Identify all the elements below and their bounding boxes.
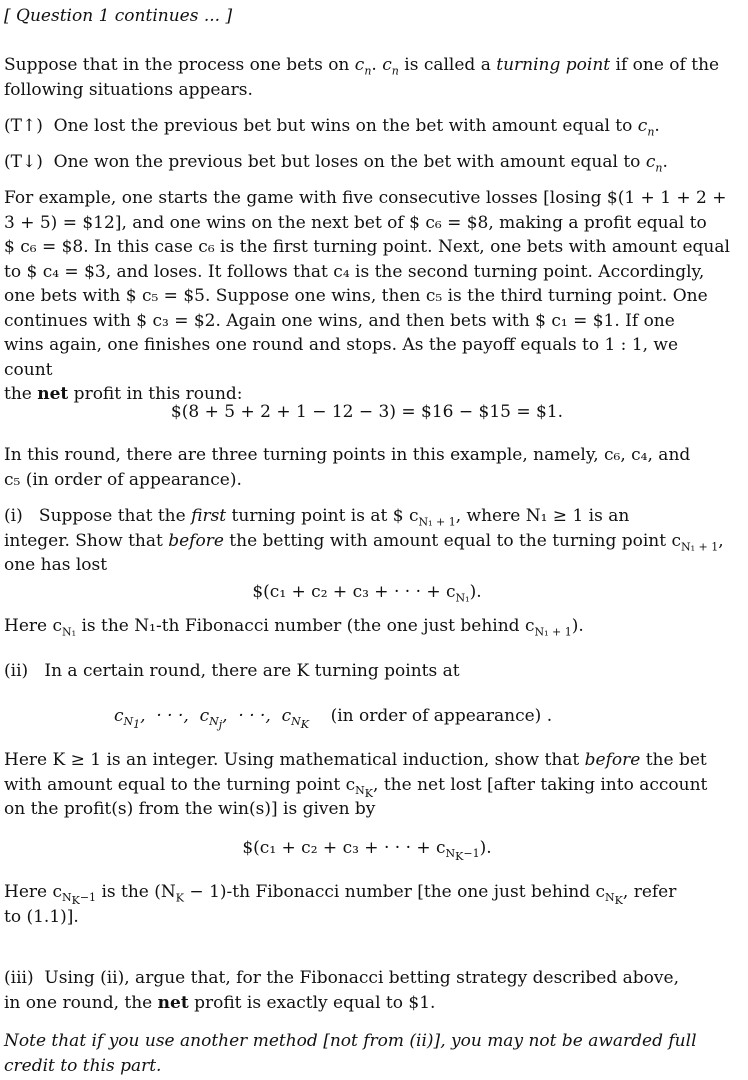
- example-paragraph: For example, one starts the game with five consecutive losses [losing $(1 + 1 + 2 + 3 + 5) = $12], and one wins on the next bet of $ c₆ = $8, making a profit equal to $ c₆ = $8. In this case c₆ is the first turning point. Next, one bets with amount equal to $ c₄ = $3, and loses. It follows that c₄ is the second turning point. Accordingly, one bets with $ c₅ = $5. Suppose one wins, then c₅ is the third turning point. One continues with $ c₃ = $2. Again one wins, and then bets with $ c₁ = $1. If one wins again, one finishes one round and stops. As the payoff equals to 1 : 1, we count the net profit in this round:: [4, 188, 730, 404]
- round-paragraph: In this round, there are three turning points in this example, namely, c₆, c₄, and c₅ (in order of appearance).: [4, 445, 691, 490]
- condition-label: (T↑): [4, 116, 43, 136]
- equation-part-i: $(c₁ + c₂ + c₃ + · · · + $c_{N_1}$).: [252, 581, 482, 604]
- equation-part-ii: $(c₁ + c₂ + c₃ + · · · + $c_{N_K-1}$).: [242, 837, 492, 864]
- page-header: [ Question 1 continues ... ]: [4, 6, 233, 26]
- turning-points-list: $c_{N_1}$, · · ·, $c_{N_j}$, · · ·, $c_{N_K}$ (in order of appearance) .: [114, 705, 553, 732]
- part-label: (iii): [4, 968, 34, 988]
- intro-paragraph: Suppose that in the process one bets on $c_n$. $c_n$ is called a turning point if one of the following situations appears.: [4, 55, 720, 100]
- condition-t-down: (T↓) One won the previous bet but loses on the bet with amount equal to $c_n$.: [4, 152, 668, 175]
- part-label: (ii): [4, 661, 29, 681]
- condition-t-up: (T↑) One lost the previous bet but wins on the bet with amount equal to $c_n$.: [4, 116, 660, 139]
- part-ii: (ii) In a certain round, there are K turning points at $c_{N_1}$, · · ·, $c_{N_j}$, · · ·, $c_{N_K}$ (in order of appearance) . Here K ≥ 1 is an integer. Using mathematical induction, show that before the bet with amount equal to the turning point $c_{N_K}$, the net lost [after taking into account on the profit(s) from the win(s)] is given by $(c₁ + c₂ + c₃ + · · · + $c_{N_K-1}$). Here $c_{N_K-1}$ is the $(N_K - 1)-th$ Fibonacci number [the one just behind $c_{N_K}$, refer to (1.1)].: [4, 659, 730, 929]
- note-paragraph: Note that if you use another method [not from (ii)], you may not be awarded full credit to this part.: [4, 1031, 697, 1076]
- part-label: (i): [4, 506, 23, 526]
- part-iii: (iii) Using (ii), argue that, for the Fibonacci betting strategy described above, in one round, the net profit is exactly equal to $1.: [4, 968, 679, 1013]
- condition-label: (T↓): [4, 152, 43, 172]
- part-i: (i) Suppose that the first turning point is at $ $c_{N_1 + 1}$, where N₁ ≥ 1 is an integer. Show that before the betting with amount equal to the turning point $c_{N_1 + 1}$, one has lost $(c₁ + c₂ + c₃ + · · · + $c_{N_1}$). Here $c_{N_1}$ is the N₁-th Fibonacci number (the one just behind $c_{N_1 + 1}$).: [4, 504, 730, 639]
- equation-net-profit: $(8 + 5 + 2 + 1 − 12 − 3) = $16 − $15 = $1.: [170, 402, 564, 422]
